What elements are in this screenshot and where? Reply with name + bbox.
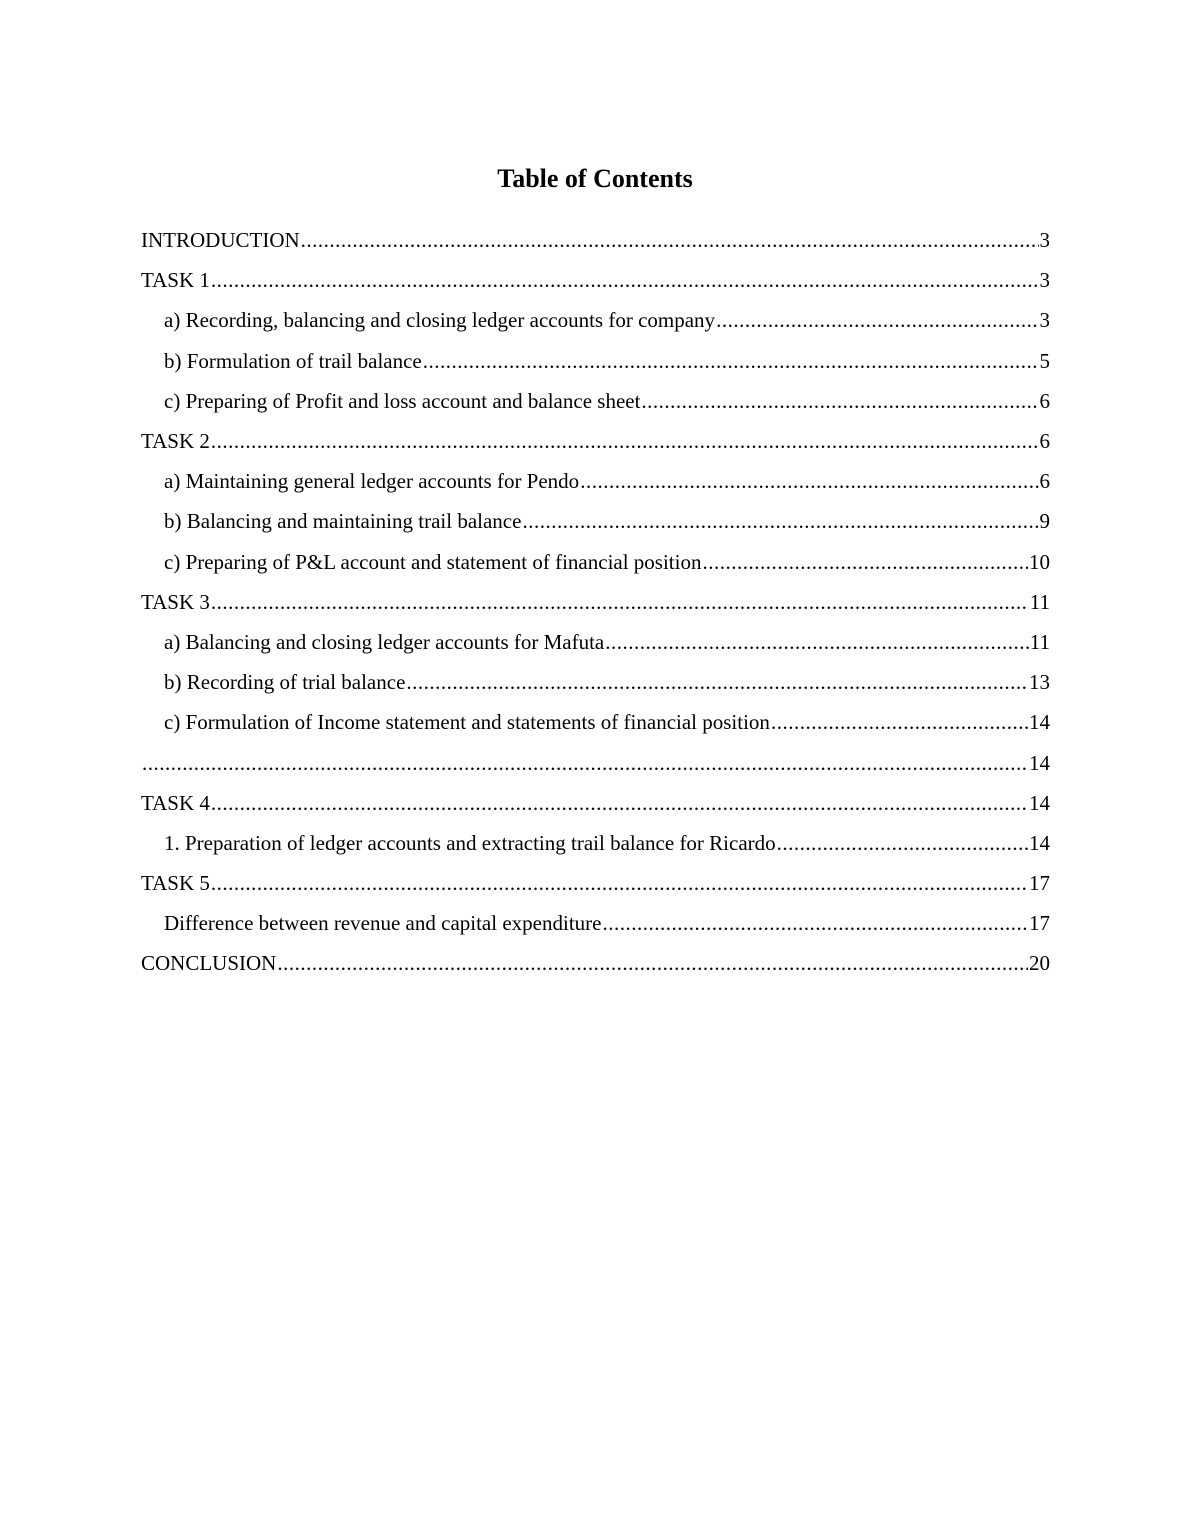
- toc-entry[interactable]: [141, 903, 1050, 943]
- toc-entry[interactable]: [141, 662, 1050, 702]
- toc-entry[interactable]: [141, 783, 1050, 823]
- toc-page-number: 14: [1029, 830, 1050, 855]
- toc-entry[interactable]: [141, 622, 1050, 662]
- toc-entry-text: c) Preparing of P&L account and statement of financial position: [164, 549, 702, 574]
- toc-dot-leader: [277, 949, 1028, 977]
- toc-entry[interactable]: [141, 542, 1050, 582]
- toc-dot-leader: [605, 628, 1029, 656]
- toc-page-number: 14: [1029, 710, 1050, 735]
- toc-page-number: 17: [1029, 871, 1050, 896]
- toc-entry-text: TASK 4: [141, 790, 210, 815]
- toc-entry[interactable]: [141, 863, 1050, 903]
- toc-entry[interactable]: [141, 582, 1050, 622]
- toc-page-number: 6: [1039, 469, 1050, 494]
- toc-dot-leader: [211, 427, 1039, 455]
- toc-page-number: 13: [1029, 670, 1050, 695]
- toc-list: [141, 220, 1050, 984]
- toc-dot-leader: [641, 387, 1038, 415]
- toc-entry-text: c) Preparing of Profit and loss account and balance sheet: [164, 388, 641, 413]
- toc-entry-text: a) Recording, balancing and closing ledger accounts for company: [164, 308, 716, 333]
- toc-dot-leader: [716, 306, 1038, 334]
- toc-title: Table of Contents: [497, 164, 693, 193]
- toc-page-number: 3: [1039, 308, 1050, 333]
- toc-page-number: 6: [1039, 388, 1050, 413]
- toc-dot-leader: [142, 749, 1028, 777]
- toc-entry-text: b) Recording of trial balance: [164, 670, 406, 695]
- toc-dot-leader: [777, 829, 1028, 857]
- toc-entry[interactable]: [141, 461, 1050, 501]
- toc-page-number: 3: [1039, 228, 1050, 253]
- toc-dot-leader: [211, 789, 1028, 817]
- toc-page-number: 11: [1029, 629, 1050, 654]
- toc-dot-leader: [580, 467, 1038, 495]
- toc-page-number: 14: [1029, 790, 1050, 815]
- toc-dot-leader: [211, 869, 1028, 897]
- toc-page-number: 3: [1039, 268, 1050, 293]
- toc-entry-text: 1. Preparation of ledger accounts and extracting trail balance for Ricardo: [164, 830, 776, 855]
- toc-entry[interactable]: [141, 381, 1050, 421]
- toc-dot-leader: [771, 708, 1028, 736]
- toc-dot-leader: [522, 507, 1038, 535]
- toc-page-number: 20: [1029, 951, 1050, 976]
- toc-entry-text: TASK 2: [141, 429, 210, 454]
- toc-dot-leader: [406, 668, 1028, 696]
- toc-page-number: 6: [1039, 429, 1050, 454]
- toc-entry-text: TASK 3: [141, 589, 210, 614]
- toc-page-number: 11: [1029, 589, 1050, 614]
- toc-entry[interactable]: [141, 742, 1050, 782]
- toc-entry[interactable]: [141, 220, 1050, 260]
- toc-entry-text: CONCLUSION: [141, 951, 277, 976]
- toc-entry-text: c) Formulation of Income statement and statements of financial position: [164, 710, 770, 735]
- toc-entry[interactable]: [141, 823, 1050, 863]
- toc-dot-leader: [301, 226, 1039, 254]
- toc-page-number: 5: [1039, 348, 1050, 373]
- toc-entry-text: a) Maintaining general ledger accounts for Pendo: [164, 469, 580, 494]
- toc-entry-text: b) Balancing and maintaining trail balance: [164, 509, 522, 534]
- toc-entry[interactable]: [141, 300, 1050, 340]
- toc-page-number: 10: [1029, 549, 1050, 574]
- toc-dot-leader: [423, 347, 1039, 375]
- toc-entry[interactable]: [141, 341, 1050, 381]
- toc-page-number: 14: [1029, 750, 1050, 775]
- toc-entry-text: INTRODUCTION: [141, 228, 300, 253]
- toc-entry-text: a) Balancing and closing ledger accounts for Mafuta: [164, 629, 605, 654]
- toc-entry[interactable]: [141, 943, 1050, 983]
- toc-entry[interactable]: [141, 421, 1050, 461]
- toc-entry-text: b) Formulation of trail balance: [164, 348, 422, 373]
- toc-page-number: 9: [1039, 509, 1050, 534]
- toc-entry[interactable]: [141, 702, 1050, 742]
- toc-dot-leader: [702, 548, 1028, 576]
- toc-page-number: 17: [1029, 911, 1050, 936]
- toc-entry[interactable]: [141, 501, 1050, 541]
- toc-entry-text: TASK 1: [141, 268, 210, 293]
- toc-entry-text: Difference between revenue and capital expenditure: [164, 911, 602, 936]
- toc-entry[interactable]: [141, 260, 1050, 300]
- toc-dot-leader: [602, 909, 1028, 937]
- toc-dot-leader: [211, 588, 1029, 616]
- toc-entry-text: TASK 5: [141, 871, 210, 896]
- toc-dot-leader: [211, 266, 1039, 294]
